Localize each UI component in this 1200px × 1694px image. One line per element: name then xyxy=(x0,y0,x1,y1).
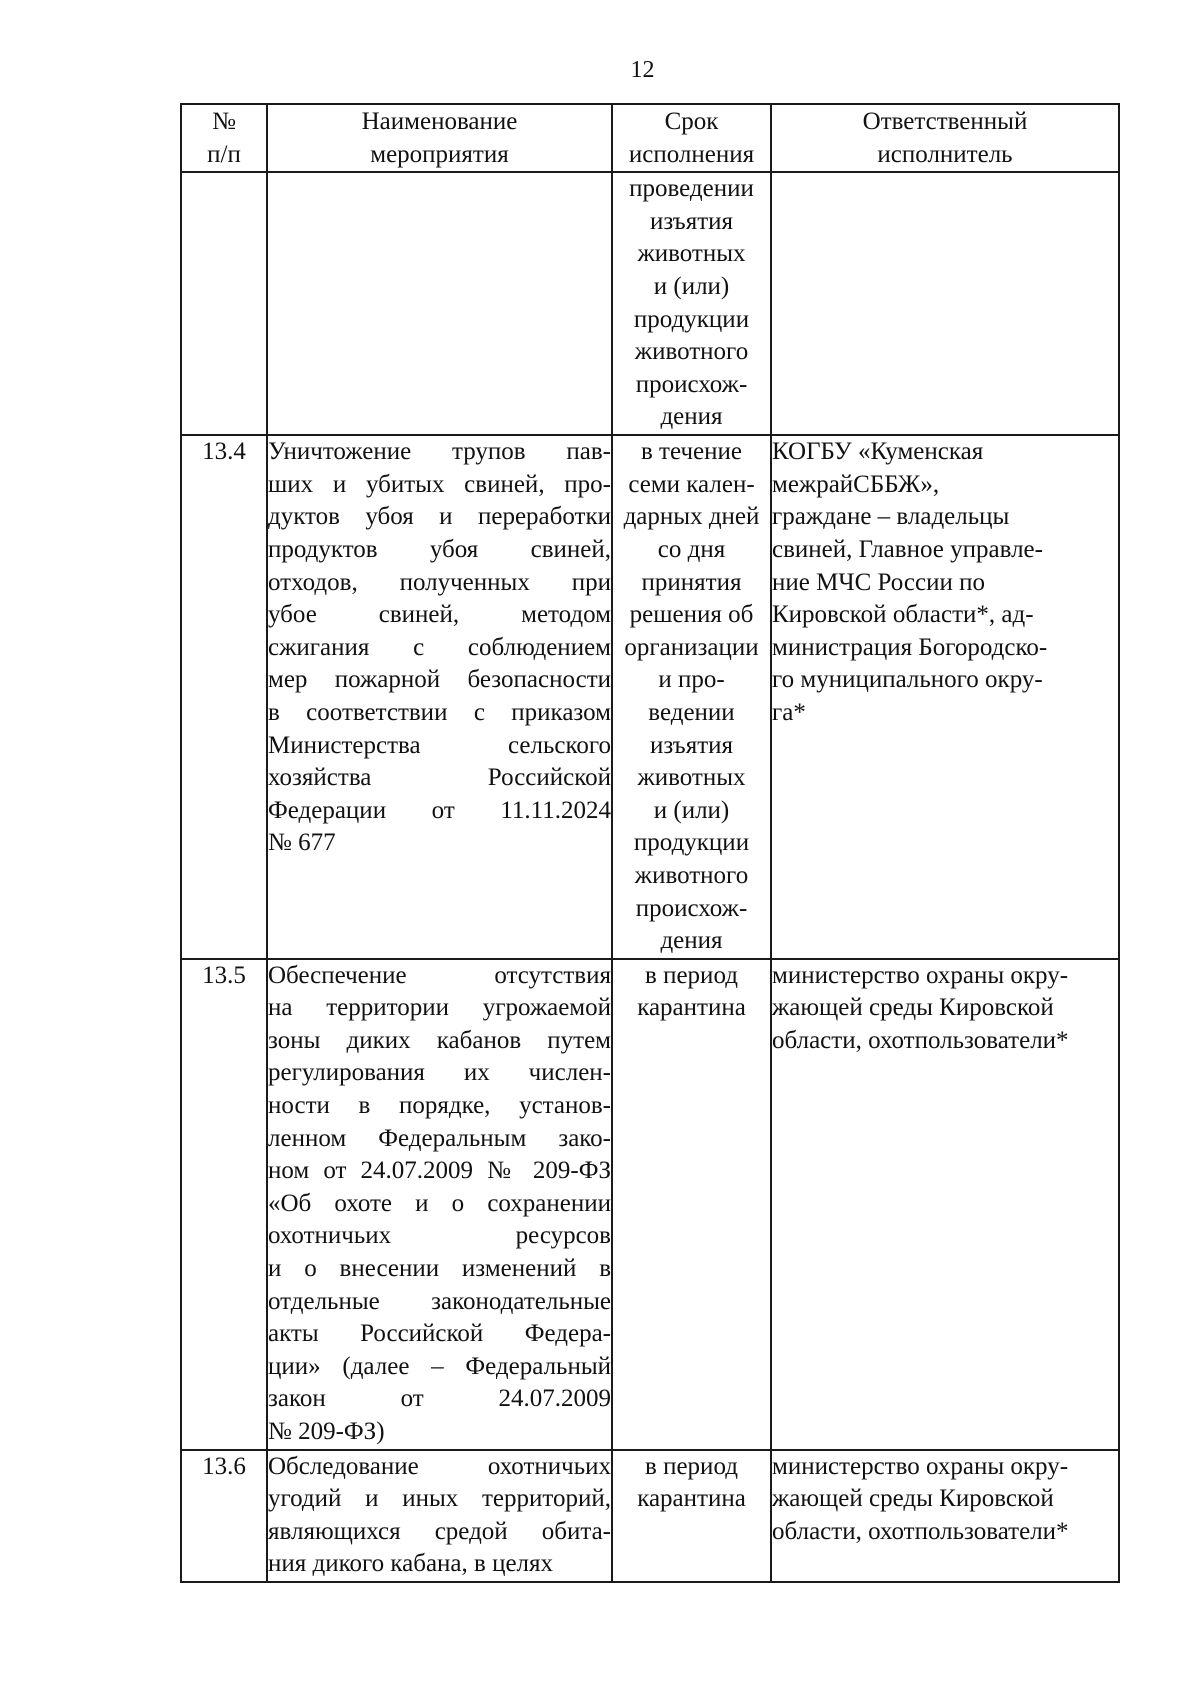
responsible-executor-line: КОГБУ «Куменская xyxy=(772,438,984,466)
execution-term-line: карантина xyxy=(637,994,746,1022)
responsible-executor-line: га* xyxy=(772,698,806,726)
measure-name-line: закон от 24.07.2009 xyxy=(268,1385,611,1413)
measure-name-line: акты Российской Федера- xyxy=(268,1320,611,1348)
measure-name-line: отходов, полученных при xyxy=(268,568,611,596)
execution-term-line: со дня xyxy=(657,535,726,563)
measure-name xyxy=(267,1450,612,1582)
measure-name-line: мер пожарной безопасности xyxy=(268,666,611,694)
execution-term xyxy=(612,435,771,959)
execution-term xyxy=(612,1450,771,1582)
measure-name-line: угодий и иных территорий, xyxy=(268,1485,611,1513)
measure-name-line: зоны диких кабанов путем xyxy=(268,1026,611,1054)
measure-name-line: ших и убитых свиней, про- xyxy=(268,470,611,498)
execution-term-line: карантина xyxy=(637,1485,746,1513)
responsible-executor-line: министрация Богородско- xyxy=(772,633,1048,661)
execution-term-line: организации xyxy=(624,633,759,661)
table-row xyxy=(181,959,1119,1450)
measure-name-line: сжигания с соблюдением xyxy=(268,633,611,661)
header-name: Наименование мероприятия xyxy=(267,104,612,172)
responsible-executor-line: свиней, Главное управле- xyxy=(772,535,1043,563)
measure-name-line: на территории угрожаемой xyxy=(268,994,611,1022)
execution-term-line: животных xyxy=(637,240,746,268)
measure-name-line: и о внесении изменений в xyxy=(268,1255,611,1283)
measure-name-line: № 209-ФЗ) xyxy=(268,1418,385,1445)
execution-term-line: в период xyxy=(645,1452,738,1480)
measure-name-line: являющихся средой обита- xyxy=(268,1517,611,1545)
execution-term-line: происхож- xyxy=(635,894,748,922)
row-number: 13.4 xyxy=(181,435,267,959)
measure-name-line: отдельные законодательные xyxy=(268,1287,611,1315)
header-term: Срок исполнения xyxy=(612,104,771,172)
execution-term-line: в период xyxy=(645,961,738,989)
table-row xyxy=(181,1450,1119,1582)
page-number: 12 xyxy=(630,57,655,83)
measure-name-line: продуктов убоя свиней, xyxy=(268,535,611,563)
execution-term-line: дения xyxy=(660,927,723,955)
responsible-executor-line: го муниципального окру- xyxy=(772,666,1043,694)
execution-term-line: и про- xyxy=(658,666,725,694)
measure-name-line: ния дикого кабана, в целях xyxy=(268,1550,554,1578)
measure-name-line: дуктов убоя и переработки xyxy=(268,503,611,531)
measure-name xyxy=(267,172,612,435)
responsible-executor-line: жающей среды Кировской xyxy=(772,1485,1054,1513)
execution-term-line: семи кален- xyxy=(628,470,755,498)
measure-name xyxy=(267,435,612,959)
header-responsible: Ответственный исполнитель xyxy=(771,104,1119,172)
measure-name-line: ности в порядке, установ- xyxy=(268,1092,611,1120)
execution-term-line: принятия xyxy=(641,568,742,596)
responsible-executor xyxy=(771,172,1119,435)
responsible-executor-line: министерство охраны окру- xyxy=(772,1452,1069,1480)
responsible-executor-line: межрайСББЖ», xyxy=(772,470,940,498)
execution-term-line: дарных дней xyxy=(623,503,760,531)
measure-name-line: Уничтожение трупов пав- xyxy=(268,438,611,466)
table-row xyxy=(181,172,1119,435)
responsible-executor-line: жающей среды Кировской xyxy=(772,994,1054,1022)
responsible-executor-line: области, охотпользователи* xyxy=(772,1517,1069,1545)
execution-term-line: дения xyxy=(660,403,723,431)
measure-name-line: Обследование охотничьих xyxy=(268,1452,611,1480)
execution-term-line: изъятия xyxy=(649,731,734,759)
measure-name-line: хозяйства Российской xyxy=(268,764,611,792)
measure-name xyxy=(267,959,612,1450)
responsible-executor-line: Кировской области*, ад- xyxy=(772,601,1034,629)
execution-term-line: продукции xyxy=(633,305,750,333)
execution-term-line: изъятия xyxy=(649,207,734,235)
measure-name-line: ленном Федеральным зако- xyxy=(268,1124,611,1152)
execution-term-line: решения об xyxy=(629,601,754,629)
execution-term xyxy=(612,959,771,1450)
measure-name-line: Министерства сельского xyxy=(268,731,611,759)
execution-term-line: животного xyxy=(634,861,749,889)
responsible-executor-line: области, охотпользователи* xyxy=(772,1026,1069,1054)
responsible-executor xyxy=(771,435,1119,959)
execution-term-line: проведении xyxy=(629,175,754,203)
header-num: № п/п xyxy=(181,104,267,172)
execution-term-line: происхож- xyxy=(635,370,748,398)
execution-term-line: и (или) xyxy=(653,272,730,300)
execution-term-line: животных xyxy=(637,764,746,792)
execution-term-line: продукции xyxy=(633,829,750,857)
measure-name-line: в соответствии с приказом xyxy=(268,698,611,726)
measures-table xyxy=(180,103,1120,1583)
measure-name-line: регулирования их числен- xyxy=(268,1059,611,1087)
measure-name-line: № 677 xyxy=(268,829,336,857)
execution-term-line: в течение xyxy=(641,438,742,466)
measure-name-line: охотничьих ресурсов xyxy=(268,1222,611,1250)
execution-term-line: ведении xyxy=(648,698,735,726)
responsible-executor-line: ние МЧС России по xyxy=(772,568,985,596)
row-number xyxy=(181,172,267,435)
measure-name-line: Федерации от 11.11.2024 xyxy=(268,796,611,824)
measure-name-line: «Об охоте и о сохранении xyxy=(268,1189,611,1217)
execution-term-line: животного xyxy=(634,338,749,366)
measure-name-line: Обеспечение отсутствия xyxy=(268,961,611,989)
row-number: 13.6 xyxy=(181,1450,267,1582)
table-row xyxy=(181,435,1119,959)
responsible-executor-line: министерство охраны окру- xyxy=(772,961,1069,989)
measure-name-line: ции» (далее – Федеральный xyxy=(268,1352,611,1380)
execution-term-line: и (или) xyxy=(653,796,730,824)
table-header-row xyxy=(181,104,1119,172)
measure-name-line: убое свиней, методом xyxy=(268,601,611,629)
row-number: 13.5 xyxy=(181,959,267,1450)
responsible-executor-line: граждане – владельцы xyxy=(772,503,1010,531)
responsible-executor xyxy=(771,1450,1119,1582)
execution-term xyxy=(612,172,771,435)
responsible-executor xyxy=(771,959,1119,1450)
measure-name-line: ном от 24.07.2009 № 209-ФЗ xyxy=(268,1157,611,1185)
